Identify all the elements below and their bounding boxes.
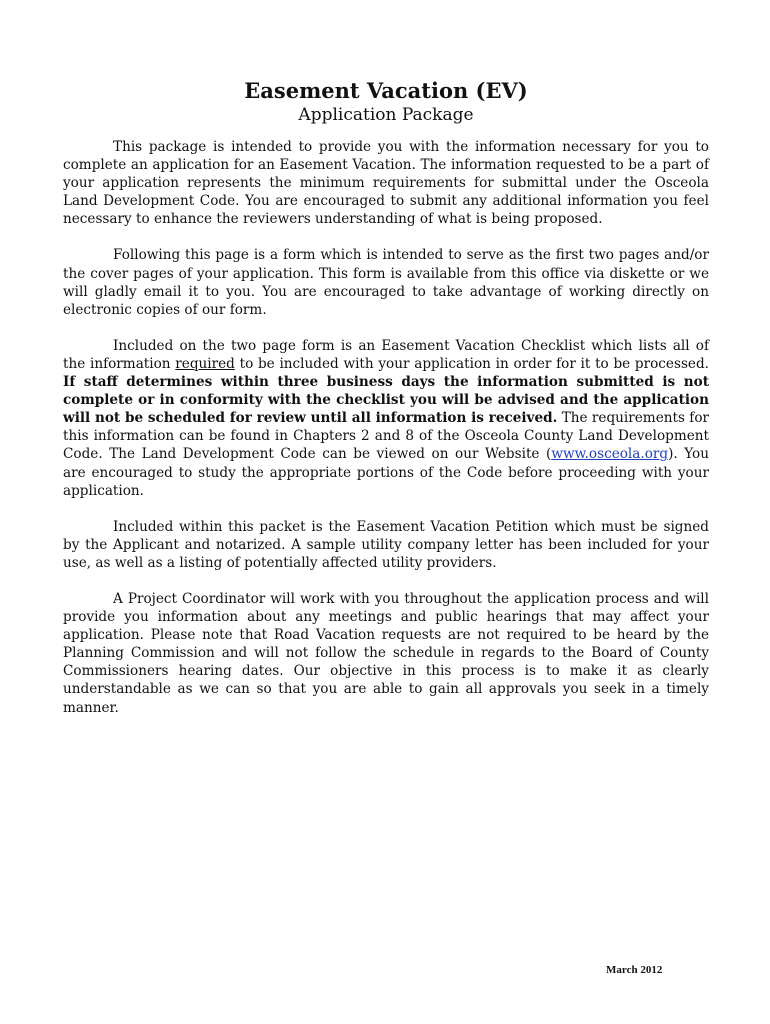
petition-paragraph: Included within this packet is the Easement Vacation Petition which must be signed by the Applicant and notarized. A sample utility company letter has been included for your use, as well as a listing of potentially affected utility providers. <box>63 518 709 571</box>
footer-date: March 2012 <box>606 964 663 976</box>
intro-paragraph: This package is intended to provide you with the information necessary for you to complete an application for an Easement Vacation. The information requested to be a part of your application represents the minimum requirements for submittal under the Osceola Land Development Code. You are encouraged to submit any additional information you feel necessary to enhance the reviewers understanding of what is being proposed. <box>63 139 709 228</box>
page-subtitle: Application Package <box>298 105 474 125</box>
coordinator-paragraph: A Project Coordinator will work with you throughout the application process and will provide you information about any meetings and public hearings that may affect your application. Please note that Road Vacation requests are not required to be heard by the Planning Commission and will not follow the schedule in regards to the Board of County Commissioners hearing dates. Our objective in this process is to make it as clearly understandable as we can so that you are able to gain all approvals you seek in a timely manner. <box>63 590 709 716</box>
osceola-website-link[interactable]: www.osceola.org <box>551 446 669 463</box>
checklist-text-d: ). You are encouraged to study the appropriate portions of the Code before proceeding with your application. <box>63 446 709 499</box>
checklist-warning-bold: If staff determines within three business days the information submitted is not complete or in conformity with the checklist you will be advised and the application will not be scheduled for review until all information is received. <box>63 374 709 427</box>
required-underlined-text: required <box>175 355 235 372</box>
checklist-text-b: to be included with your application in order for it to be processed. <box>234 355 709 372</box>
form-info-paragraph: Following this page is a form which is intended to serve as the first two pages and/or the cover pages of your application. This form is available from this office via diskette or we will gladly email it to you. You are encouraged to take advantage of working directly on electronic copies of our form. <box>63 247 709 318</box>
checklist-text-c: The requirements for this information can be found in Chapters 2 and 8 of the Osceola County Land Development Code. The Land Development Code can be viewed on our Website ( <box>63 410 709 463</box>
checklist-text-a: Included on the two page form is an Easement Vacation Checklist which lists all of the information <box>63 337 709 372</box>
document-page <box>63 78 709 735</box>
page-title: Easement Vacation (EV) <box>244 78 528 103</box>
checklist-paragraph <box>63 337 709 500</box>
